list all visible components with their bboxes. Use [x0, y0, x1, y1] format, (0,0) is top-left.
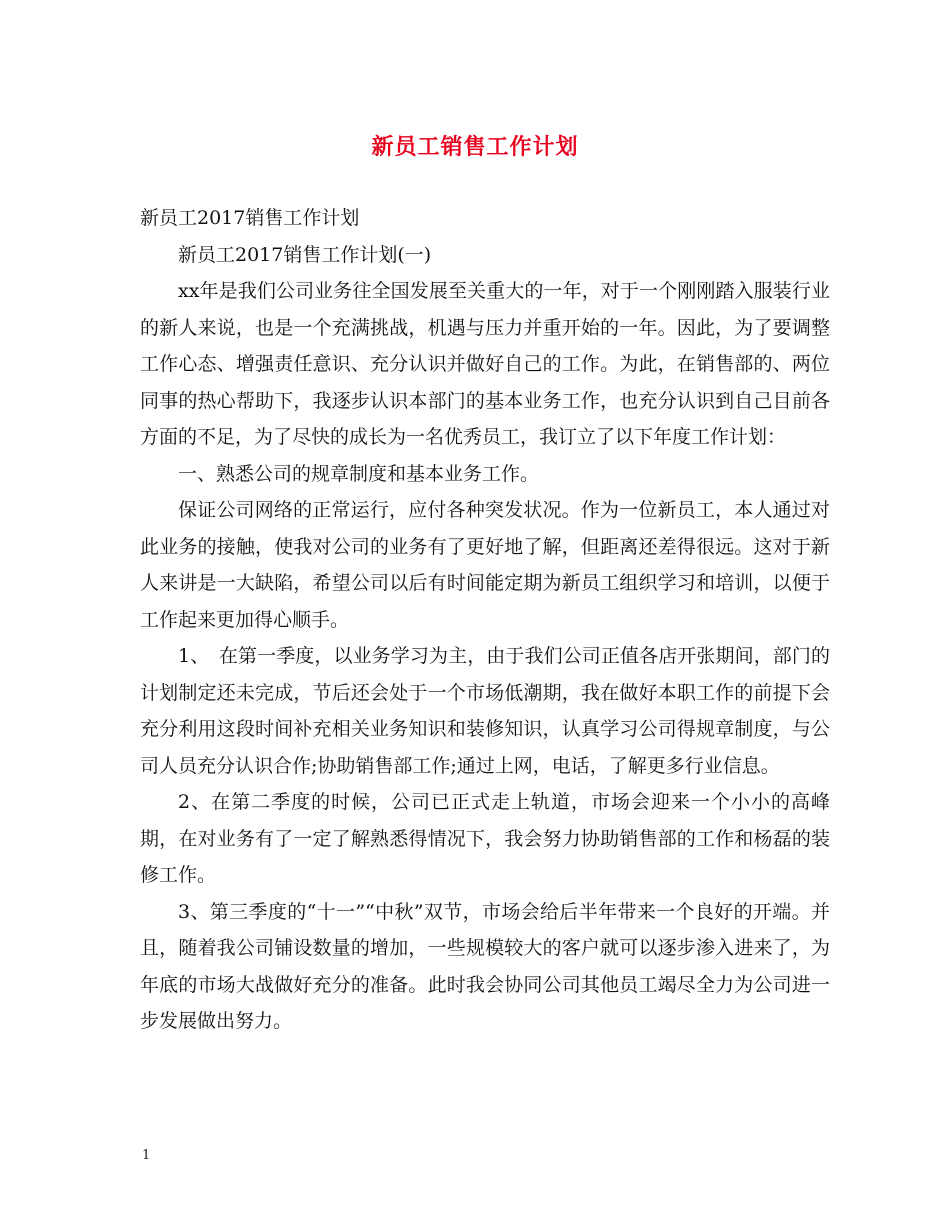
paragraph-body: 保证公司网络的正常运行，应付各种突发状况。作为一位新员工，本人通过对此业务的接触，使我对公司的业务有了更好地了解，但距离还差得很远。这对于新人来讲是一大缺陷，希望公司以后有时间能定期为新员工组织学习和培训，以便于工作起来更加得心顺手。: [140, 499, 830, 631]
list-item-q3: 3、第三季度的“十一”“中秋”双节，市场会给后半年带来一个良好的开端。并且，随着我公司铺设数量的增加，一些规模较大的客户就可以逐步渗入进来了，为年底的市场大战做好充分的准备。此时我会协同公司其他员工竭尽全力为公司进一步发展做出努力。: [140, 900, 830, 1032]
paragraph-heading: 新员工2017销售工作计划: [140, 207, 360, 229]
document-body: [140, 200, 830, 1040]
page-number: 1: [142, 1148, 151, 1163]
list-item-q1: 1、 在第一季度，以业务学习为主，由于我们公司正值各店开张期间，部门的计划制定还未完成，节后还会处于一个市场低潮期，我在做好本职工作的前提下会充分利用这段时间补充相关业务知识和装修知识，认真学习公司得规章制度，与公司人员充分认识合作;协助销售部工作;通过上网，电话，了解更多行业信息。: [140, 645, 830, 777]
paragraph-subheading: 新员工2017销售工作计划(一): [178, 243, 432, 266]
section-heading: 一、熟悉公司的规章制度和基本业务工作。: [178, 462, 540, 485]
paragraph-intro: xx年是我们公司业务往全国发展至关重大的一年，对于一个刚刚踏入服装行业的新人来说，也是一个充满挑战，机遇与压力并重开始的一年。因此，为了要调整工作心态、增强责任意识、充分认识并做好自己的工作。为此，在销售部的、两位同事的热心帮助下，我逐步认识本部门的基本业务工作，也充分认识到自己目前各方面的不足，为了尽快的成长为一名优秀员工，我订立了以下年度工作计划：: [140, 280, 830, 448]
list-item-q2: 2、在第二季度的时候，公司已正式走上轨道，市场会迎来一个小小的高峰期，在对业务有了一定了解熟悉得情况下，我会努力协助销售部的工作和杨磊的装修工作。: [140, 791, 830, 886]
document-title: 新员工销售工作计划: [371, 134, 579, 160]
